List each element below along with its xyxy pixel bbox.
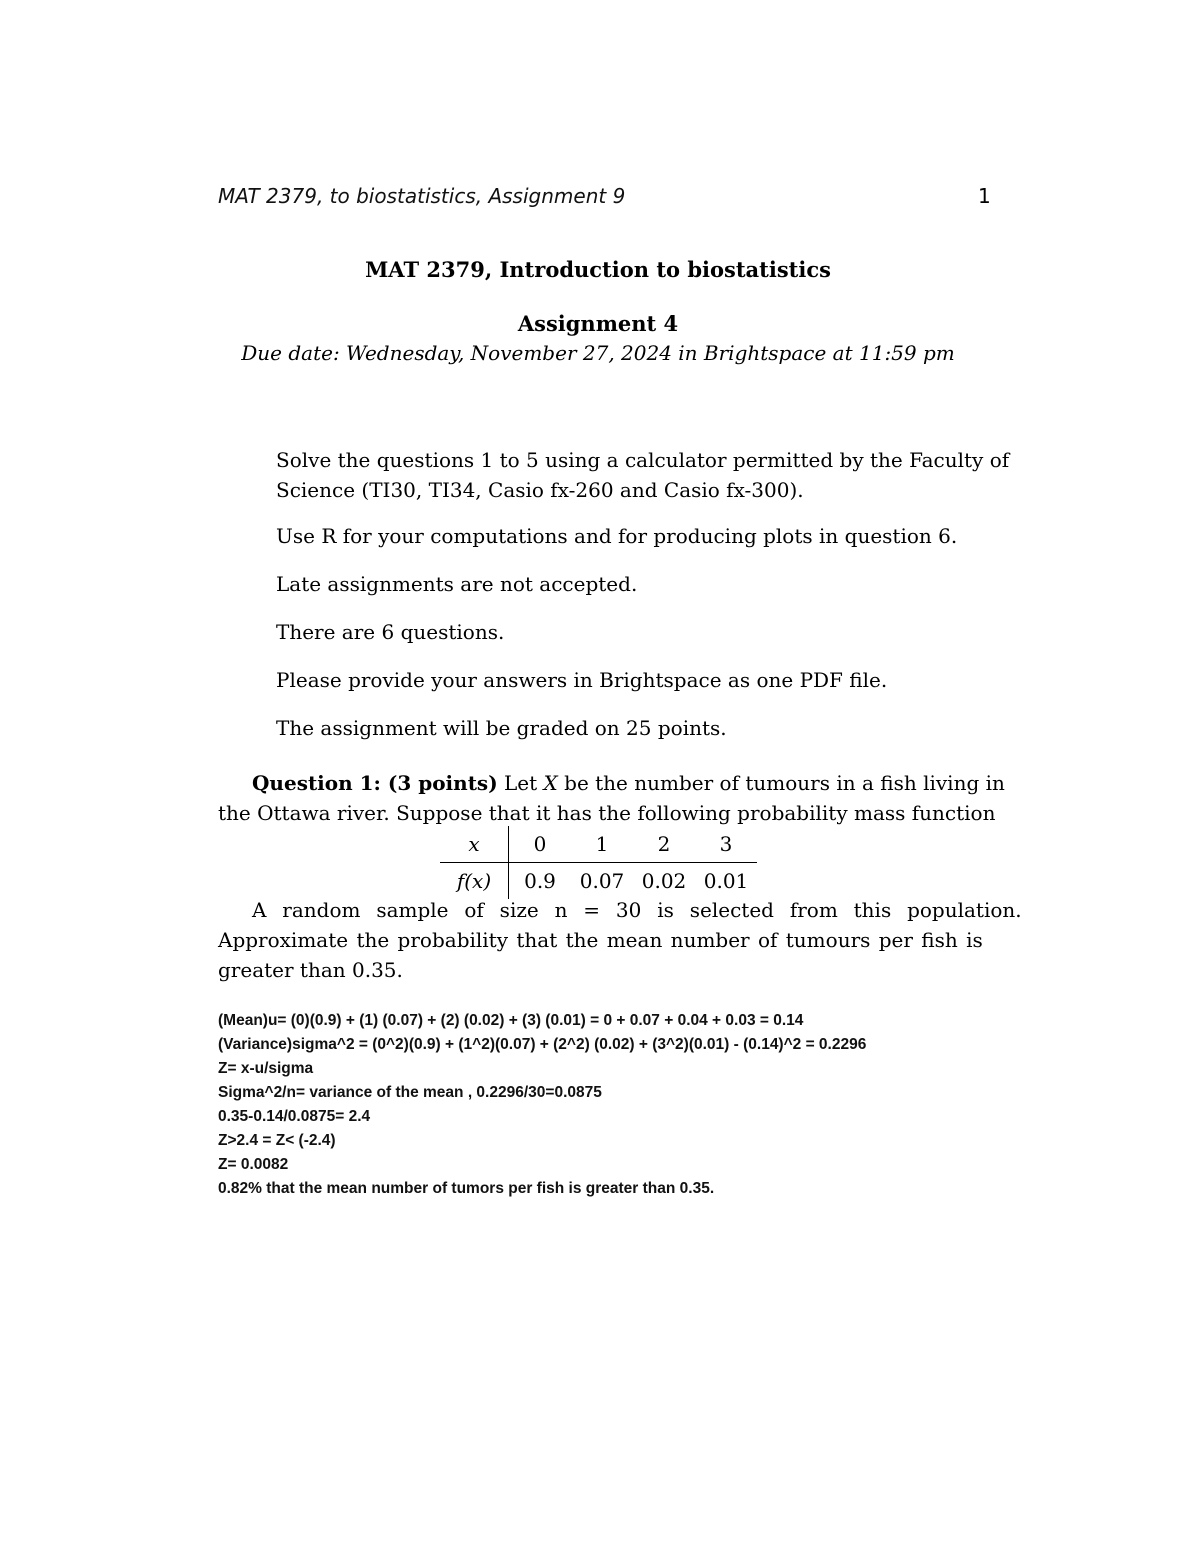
question1-text-a: Let: [504, 771, 538, 795]
running-header: MAT 2379, to biostatistics, Assignment 9: [218, 184, 626, 208]
answer-line: 0.82% that the mean number of tumors per fish is greater than 0.35.: [218, 1180, 715, 1197]
pmf-x-value: 0: [509, 826, 572, 863]
question1-line2: the Ottawa river. Suppose that it has the following probability mass function: [218, 801, 996, 825]
due-date: Due date: Wednesday, November 27, 2024 in Brightspace at 11:59 pm: [241, 341, 955, 365]
pmf-x-value: 2: [633, 826, 695, 863]
instruction-questions-count: There are 6 questions.: [276, 620, 505, 644]
question1-para2-line1: A random sample of size n = 30 is selected from this population.: [252, 898, 1022, 922]
pmf-x-label: x: [440, 826, 509, 863]
assignment-title: Assignment 4: [517, 311, 679, 336]
pmf-fx-value: 0.9: [524, 869, 556, 893]
question1-para2-line2: Approximate the probability that the mean number of tumours per fish is: [218, 928, 983, 952]
instruction-points: The assignment will be graded on 25 points.: [276, 716, 727, 740]
pmf-fx-value: 0.01: [703, 869, 749, 893]
pmf-fx-value: 0.07: [579, 869, 625, 893]
pmf-x-value: 1: [571, 826, 633, 863]
answer-line: (Variance)sigma^2 = (0^2)(0.9) + (1^2)(0.07) + (2^2) (0.02) + (3^2)(0.01) - (0.14)^2 = 0.2296: [218, 1036, 867, 1053]
answer-line: 0.35-0.14/0.0875= 2.4: [218, 1108, 371, 1125]
instruction-r: Use R for your computations and for producing plots in question 6.: [276, 524, 958, 548]
page-number: 1: [978, 184, 991, 208]
answer-line: Z= 0.0082: [218, 1156, 289, 1173]
course-title: MAT 2379, Introduction to biostatistics: [365, 257, 831, 282]
answer-line: Z>2.4 = Z< (-2.4): [218, 1132, 336, 1149]
question1-line1: [252, 771, 1005, 795]
instruction-calculator-line2: Science (TI30, TI34, Casio fx-260 and Casio fx-300).: [276, 478, 804, 502]
pmf-x-value: 3: [695, 826, 757, 863]
pmf-table: [440, 826, 757, 899]
pmf-fx-value: 0.02: [641, 869, 687, 893]
question1-label: Question 1: (3 points): [252, 771, 498, 795]
answer-line: (Mean)u= (0)(0.9) + (1) (0.07) + (2) (0.02) + (3) (0.01) = 0 + 0.07 + 0.04 + 0.03 = 0.14: [218, 1012, 804, 1029]
instruction-pdf: Please provide your answers in Brightspace as one PDF file.: [276, 668, 888, 692]
instruction-calculator-line1: Solve the questions 1 to 5 using a calculator permitted by the Faculty of: [276, 448, 1010, 472]
question1-text-b: be the number of tumours in a fish living in: [564, 771, 1005, 795]
pmf-row-x: [440, 826, 757, 863]
instruction-late: Late assignments are not accepted.: [276, 572, 638, 596]
answer-line: Z= x-u/sigma: [218, 1060, 314, 1077]
question1-para2-line3: greater than 0.35.: [218, 958, 403, 982]
pmf-fx-label: f(x): [440, 863, 509, 900]
answer-line: Sigma^2/n= variance of the mean , 0.2296/30=0.0875: [218, 1084, 602, 1101]
pmf-row-fx: [440, 863, 757, 900]
question1-var-x: X: [543, 771, 558, 795]
